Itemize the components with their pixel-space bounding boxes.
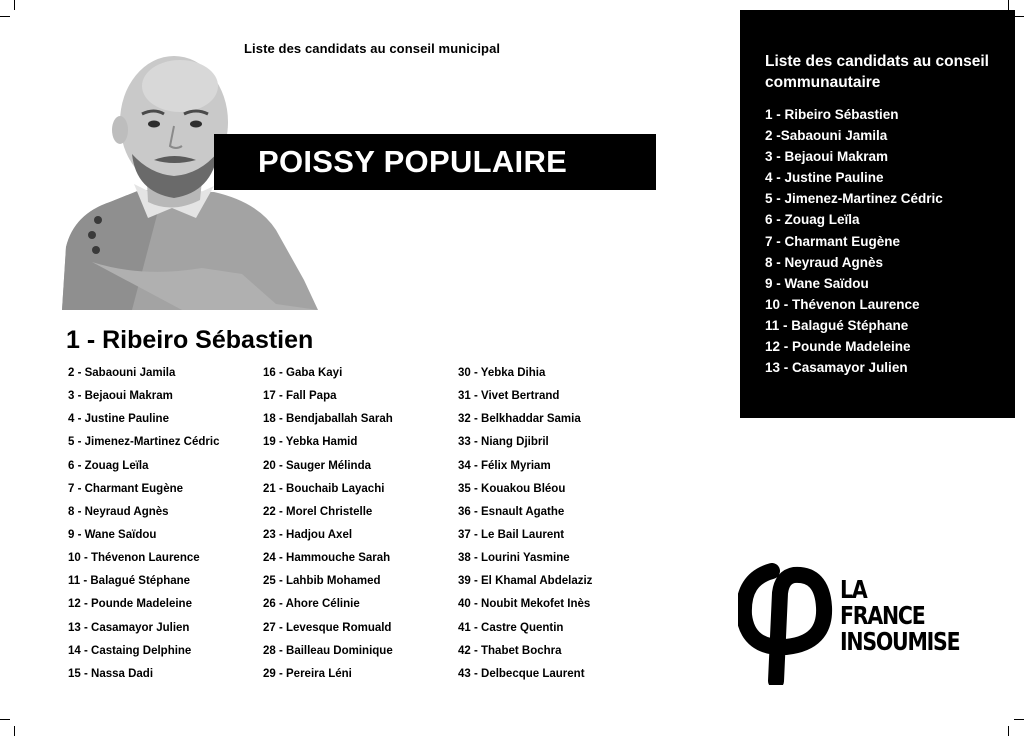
logo-line: INSOUMISE <box>840 627 960 656</box>
list-item: 3 - Bejaoui Makram <box>68 390 173 403</box>
list-item: 10 - Thévenon Laurence <box>765 296 920 312</box>
list-item: 27 - Levesque Romuald <box>263 621 392 634</box>
crop-mark <box>1014 719 1024 720</box>
list-item: 12 - Pounde Madeleine <box>68 598 192 611</box>
list-item: 7 - Charmant Eugène <box>68 482 184 495</box>
list-item: 30 - Yebka Dihia <box>458 367 546 379</box>
list-item: 2 - Sabaouni Jamila <box>68 367 176 379</box>
logo-line: LA <box>840 575 867 604</box>
list-item: 17 - Fall Papa <box>263 390 337 403</box>
list-item: 15 - Nassa Dadi <box>68 667 154 680</box>
list-item: 22 - Morel Christelle <box>263 505 373 518</box>
list-item: 29 - Pereira Léni <box>263 667 352 680</box>
list-item: 40 - Noubit Mekofet Inès <box>458 598 591 611</box>
list-item: 31 - Vivet Bertrand <box>458 390 560 403</box>
list-item: 9 - Wane Saïdou <box>68 528 157 541</box>
list-item: 41 - Castre Quentin <box>458 621 564 634</box>
crop-mark <box>0 719 10 720</box>
list-item: 13 - Casamayor Julien <box>68 621 190 634</box>
list-item: 37 - Le Bail Laurent <box>458 528 565 541</box>
phi-symbol-icon <box>738 563 834 685</box>
list-item: 4 - Justine Pauline <box>68 413 169 426</box>
list-item: 28 - Bailleau Dominique <box>263 644 393 657</box>
list-item: 16 - Gaba Kayi <box>263 367 343 379</box>
list-item: 32 - Belkhaddar Samia <box>458 413 581 426</box>
list-item: 11 - Balagué Stéphane <box>765 317 909 333</box>
panel-title: Liste des candidats au conseil communautaire <box>765 53 989 91</box>
list-item: 19 - Yebka Hamid <box>263 436 358 449</box>
list-item: 10 - Thévenon Laurence <box>68 552 200 565</box>
logo-line: FRANCE <box>840 601 925 630</box>
list-item: 1 - Ribeiro Sébastien <box>765 107 899 122</box>
crop-mark <box>1014 16 1024 17</box>
list-item: 8 - Neyraud Agnès <box>68 505 169 518</box>
list-item: 11 - Balagué Stéphane <box>68 575 191 588</box>
lfi-logo <box>738 563 988 685</box>
list-item: 26 - Ahore Célinie <box>263 598 360 611</box>
list-item: 6 - Zouag Leïla <box>765 212 860 228</box>
list-item: 5 - Jimenez-Martinez Cédric <box>68 436 220 449</box>
list-item: 3 - Bejaoui Makram <box>765 149 889 165</box>
list-item: 4 - Justine Pauline <box>765 170 884 186</box>
candidate-column-2 <box>263 365 393 689</box>
community-candidate-list <box>765 106 943 380</box>
list-item: 12 - Pounde Madeleine <box>765 339 911 355</box>
lead-candidate: 1 - Ribeiro Sébastien <box>66 326 314 354</box>
candidate-column-3 <box>458 365 592 689</box>
campaign-banner: POISSY POPULAIRE <box>214 134 656 190</box>
list-item: 36 - Esnault Agathe <box>458 505 565 518</box>
list-item: 13 - Casamayor Julien <box>765 360 908 376</box>
list-item: 39 - El Khamal Abdelaziz <box>458 575 593 588</box>
list-item: 8 - Neyraud Agnès <box>765 254 884 270</box>
list-item: 23 - Hadjou Axel <box>263 528 353 541</box>
list-item: 21 - Bouchaib Layachi <box>263 482 385 495</box>
candidate-column-1 <box>68 365 219 689</box>
list-item: 43 - Delbecque Laurent <box>458 667 585 680</box>
list-item: 42 - Thabet Bochra <box>458 644 562 657</box>
crop-mark <box>1008 0 1009 10</box>
crop-mark <box>0 16 10 17</box>
list-item: 14 - Castaing Delphine <box>68 644 192 657</box>
list-item: 5 - Jimenez-Martinez Cédric <box>765 191 943 207</box>
list-item: 20 - Sauger Mélinda <box>263 459 372 472</box>
list-item: 38 - Lourini Yasmine <box>458 552 570 565</box>
logo-wordmark <box>840 577 959 655</box>
list-item: 7 - Charmant Eugène <box>765 233 901 249</box>
page-title: Liste des candidats au conseil municipal <box>244 41 501 56</box>
list-item: 25 - Lahbib Mohamed <box>263 575 381 588</box>
list-item: 6 - Zouag Leïla <box>68 459 149 472</box>
list-item: 2 -Sabaouni Jamila <box>765 128 888 144</box>
list-item: 33 - Niang Djibril <box>458 436 549 449</box>
crop-mark <box>14 726 15 736</box>
list-item: 18 - Bendjaballah Sarah <box>263 413 393 426</box>
list-item: 24 - Hammouche Sarah <box>263 552 391 565</box>
crop-mark <box>1008 726 1009 736</box>
list-item: 35 - Kouakou Bléou <box>458 482 566 495</box>
crop-mark <box>14 0 15 10</box>
community-council-panel <box>740 10 1015 418</box>
list-item: 34 - Félix Myriam <box>458 459 551 472</box>
list-item: 9 - Wane Saïdou <box>765 275 869 291</box>
